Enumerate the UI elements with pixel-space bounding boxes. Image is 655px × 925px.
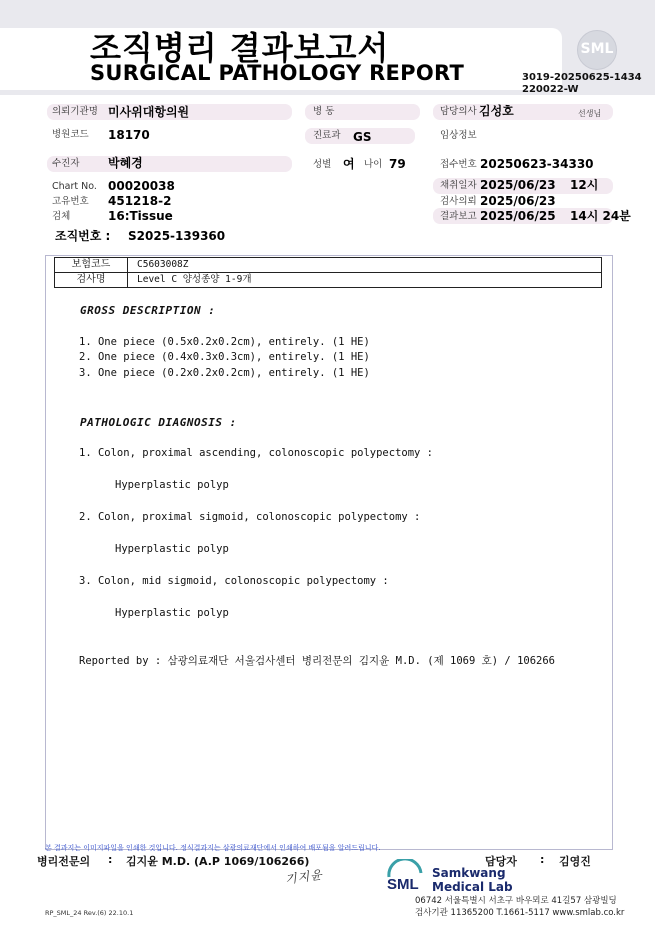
diagnosis-result: Hyperplastic polyp (115, 607, 229, 619)
receipt-value: 20250623-34330 (480, 157, 594, 171)
pathologist-name: 김지윤 M.D. (A.P 1069/106266) (126, 855, 310, 868)
sex-label: 성별 (313, 159, 332, 170)
sex-value: 여 (343, 157, 355, 171)
pathologic-diagnosis-title: PATHOLOGIC DIAGNOSIS : (80, 416, 237, 429)
age-label: 나이 (364, 159, 383, 170)
department-label: 진료과 (313, 130, 341, 141)
print-notice: 본 결과지는 이미지파일을 인쇄한 것입니다. 정식결과지는 삼광의료재단에서 인쇄하여 배포됨을 알려드립니다. (45, 844, 381, 852)
gross-item: 2. One piece (0.4x0.3x0.3cm), entirely. (1 HE) (79, 351, 370, 363)
department-value: GS (353, 130, 372, 144)
clinic-value: 미사위대항의원 (108, 105, 190, 119)
lab-agency-info: 검사기관 11365200 T.1661-5117 www.smlab.co.kr (415, 908, 625, 918)
age-value: 79 (389, 157, 406, 171)
gross-item: 1. One piece (0.5x0.2x0.2cm), entirely. (1 HE) (79, 336, 370, 348)
test-name-label: 검사명 (55, 273, 128, 287)
insurance-table (54, 257, 602, 288)
lab-address: 06742 서울특별시 서초구 바우뫼로 41길57 삼광빌딩 (415, 896, 617, 906)
clinic-label: 의뢰기관명 (52, 106, 98, 117)
reported-label: 결과보고 (440, 211, 477, 222)
pathologist-signature: 기지윤 (284, 867, 324, 887)
collected-date: 2025/06/23 (480, 178, 556, 192)
sml-logo-text: SML (580, 41, 614, 57)
pathologist-label: 병리전문의 (37, 855, 91, 868)
samkwang-logo-icon (385, 859, 425, 895)
diagnosis-result: Hyperplastic polyp (115, 543, 229, 555)
chart-no-value: 00020038 (108, 179, 175, 193)
specimen-label: 검체 (52, 211, 71, 222)
reported-date: 2025/06/25 (480, 209, 556, 223)
report-title-korean: 조직병리 결과보고서 (90, 29, 390, 67)
tissue-no-label: 조직번호 : (55, 229, 111, 243)
document-number-line2: 220022-W (522, 84, 579, 95)
chart-no-label: Chart No. (52, 181, 97, 192)
diagnosis-site: 1. Colon, proximal ascending, colonoscopic polypectomy : (79, 447, 434, 459)
gross-item: 3. One piece (0.2x0.2x0.2cm), entirely. (1 HE) (79, 367, 370, 379)
test-name-row (55, 272, 601, 287)
id-no-value: 451218-2 (108, 194, 172, 208)
patient-label: 수진자 (52, 158, 80, 169)
requested-label: 검사의뢰 (440, 196, 477, 207)
collected-label: 채취일자 (440, 180, 477, 191)
doctor-label: 담당의사 (440, 106, 477, 117)
manager-name: 김영진 (559, 855, 591, 868)
report-title-english: SURGICAL PATHOLOGY REPORT (90, 61, 465, 85)
insurance-code-row (55, 258, 601, 272)
doctor-value: 김성호 (479, 104, 514, 118)
specimen-value: 16:Tissue (108, 209, 173, 223)
logo-line2: Medical Lab (432, 880, 513, 894)
ward-label: 병 동 (313, 106, 335, 117)
reported-by: Reported by : 삼광의료재단 서울검사센터 병리전문의 김지윤 M.D. (제 1069 호) / 106266 (79, 655, 556, 667)
sml-logo-icon (577, 30, 617, 70)
patient-value: 박혜경 (108, 156, 143, 170)
receipt-label: 접수번호 (440, 159, 477, 170)
doctor-suffix: 선생님 (578, 109, 602, 118)
insurance-code-label: 보험코드 (55, 258, 128, 272)
logo-line1: Samkwang (432, 866, 506, 880)
form-number: RP_SML_24 Rev.(6) 22.10.1 (45, 909, 134, 917)
diagnosis-site: 3. Colon, mid sigmoid, colonoscopic polypectomy : (79, 575, 389, 587)
manager-colon: : (540, 853, 545, 866)
diagnosis-result: Hyperplastic polyp (115, 479, 229, 491)
tissue-no-value: S2025-139360 (128, 229, 226, 243)
samkwang-logo-sml: SML (387, 876, 419, 893)
diagnosis-site: 2. Colon, proximal sigmoid, colonoscopic polypectomy : (79, 511, 421, 523)
hospital-code-label: 병원코드 (52, 129, 89, 140)
collected-time: 12시 (570, 178, 599, 192)
document-number-line1: 3019-20250625-1434 (522, 72, 642, 83)
reported-time: 14시 24분 (570, 209, 631, 223)
hospital-code-value: 18170 (108, 128, 150, 142)
test-name-value: Level C 양성종양 1-9개 (137, 274, 252, 285)
patient-pill (47, 156, 292, 172)
requested-date: 2025/06/23 (480, 194, 556, 208)
manager-label: 담당자 (485, 855, 517, 868)
clinical-info-label: 임상정보 (440, 130, 477, 141)
id-no-label: 고유번호 (52, 196, 89, 207)
insurance-code-value: C5603008Z (137, 259, 189, 270)
gross-description-title: GROSS DESCRIPTION : (80, 304, 216, 317)
document-number (522, 72, 642, 96)
pathologist-colon: : (108, 853, 113, 866)
